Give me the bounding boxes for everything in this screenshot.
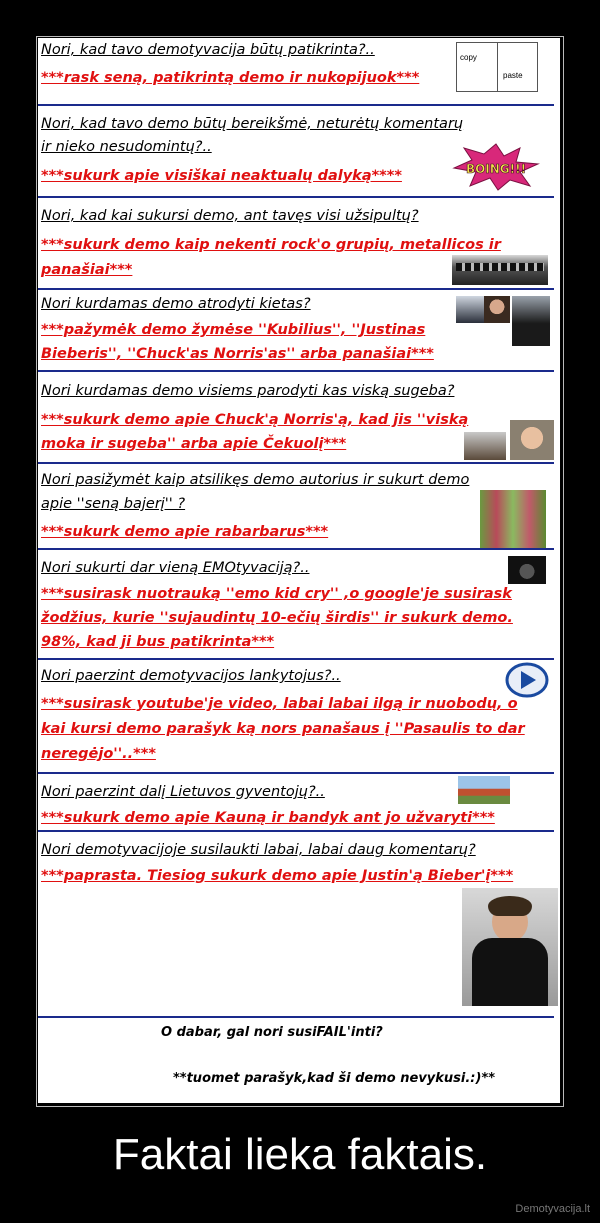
question-7-line-1: Nori sukurti dar vieną EMOtyvaciją?..	[41, 560, 310, 576]
answer-7-line-1: ***susirask nuotrauką ''emo kid cry'' ,o google'je susirask	[41, 586, 512, 602]
answer-7-line-2: žodžius, kurie ''sujaudintų 10-ečių širdis'' ir sukurk demo.	[41, 610, 513, 626]
portrait-photo	[510, 420, 554, 460]
answer-10-line-1: ***paprasta. Tiesiog sukurk demo apie Justin'ą Bieber'į***	[41, 868, 514, 884]
boring-comic-image	[452, 142, 540, 192]
question-8-line-1: Nori paerzint demotyvacijos lankytojus?..	[41, 668, 341, 684]
answer-8-line-1: ***susirask youtube'je video, labai labai ilgą ir nuobodų, o	[41, 696, 518, 712]
ending-line-2: **tuomet parašyk,kad ši demo nevykusi.:)**	[173, 1071, 496, 1086]
rhubarb-photo	[480, 490, 546, 548]
divider	[38, 658, 554, 660]
copy-paste-image	[456, 42, 538, 92]
copy-label: copy	[460, 53, 477, 62]
poster-caption: Faktai lieka faktais.	[112, 1130, 488, 1179]
answer-7-line-3: 98%, kad ji bus patikrinta***	[41, 634, 275, 650]
answer-8-line-3: neregėjo''..***	[41, 746, 156, 762]
answer-9-line-1: ***sukurk demo apie Kauną ir bandyk ant jo užvaryti***	[41, 810, 495, 826]
portrait-photo	[484, 296, 510, 323]
boing-text: BOING!!!	[465, 162, 527, 176]
play-icon	[504, 662, 550, 698]
answer-1-line-1: ***rask seną, patikrintą demo ir nukopijuok***	[41, 70, 420, 86]
divider	[38, 1016, 554, 1018]
divider	[38, 288, 554, 290]
question-2-line-1: Nori, kad tavo demo būtų bereikšmė, neturėtų komentarų	[41, 116, 464, 132]
divider	[38, 370, 554, 372]
divider	[38, 104, 554, 106]
question-1-line-1: Nori, kad tavo demotyvacija būtų patikrinta?..	[41, 42, 375, 58]
answer-3-line-2: panašiai***	[41, 262, 133, 278]
answer-5-line-2: moka ir sugeba'' arba apie Čekuolį***	[41, 436, 347, 452]
answer-4-line-1: ***pažymėk demo žymėse ''Kubilius'', ''Justinas	[41, 322, 426, 338]
portrait-photo	[512, 296, 550, 346]
question-6-line-1: Nori pasižymėt kaip atsilikęs demo autorius ir sukurt demo	[41, 472, 470, 488]
kaunas-photo	[458, 776, 510, 804]
ending-line-1: O dabar, gal nori susiFAIL'inti?	[161, 1025, 383, 1040]
question-6-line-2: apie ''seną bajerį'' ?	[41, 496, 186, 512]
divider	[38, 830, 554, 832]
poster-panel	[38, 38, 560, 1103]
emo-kid-photo	[508, 556, 546, 584]
question-3-line-1: Nori, kad kai sukursi demo, ant tavęs visi užsipultų?	[41, 208, 419, 224]
question-10-line-1: Nori demotyvacijoje susilaukti labai, labai daug komentarų?	[41, 842, 476, 858]
answer-2-line-1: ***sukurk apie visiškai neaktualų dalyką****	[41, 168, 402, 184]
answer-6-line-1: ***sukurk demo apie rabarbarus***	[41, 524, 329, 540]
divider	[38, 196, 554, 198]
question-4-line-1: Nori kurdamas demo atrodyti kietas?	[41, 296, 311, 312]
answer-8-line-2: kai kursi demo parašyk ką nors panašaus į ''Pasaulis to dar	[41, 721, 525, 737]
divider	[38, 548, 554, 550]
site-watermark[interactable]: Demotyvacija.lt	[515, 1203, 590, 1215]
question-5-line-1: Nori kurdamas demo visiems parodyti kas viską sugeba?	[41, 383, 455, 399]
cowboy-photo	[464, 432, 506, 460]
answer-3-line-1: ***sukurk demo kaip nekenti rock'o grupių, metallicos ir	[41, 237, 501, 253]
portrait-photo	[456, 296, 486, 323]
divider	[38, 462, 554, 464]
answer-4-line-2: Bieberis'', ''Chuck'as Norris'as'' arba panašiai***	[41, 346, 434, 362]
question-2-line-2: ir nieko nesudomintų?..	[41, 139, 212, 155]
divider	[38, 772, 554, 774]
metallica-image	[452, 255, 548, 285]
question-9-line-1: Nori paerzint dalį Lietuvos gyventojų?..	[41, 784, 325, 800]
answer-5-line-1: ***sukurk demo apie Chuck'ą Norris'ą, kad jis ''viską	[41, 412, 469, 428]
paste-label: paste	[503, 71, 523, 80]
justin-bieber-photo	[462, 888, 558, 1006]
